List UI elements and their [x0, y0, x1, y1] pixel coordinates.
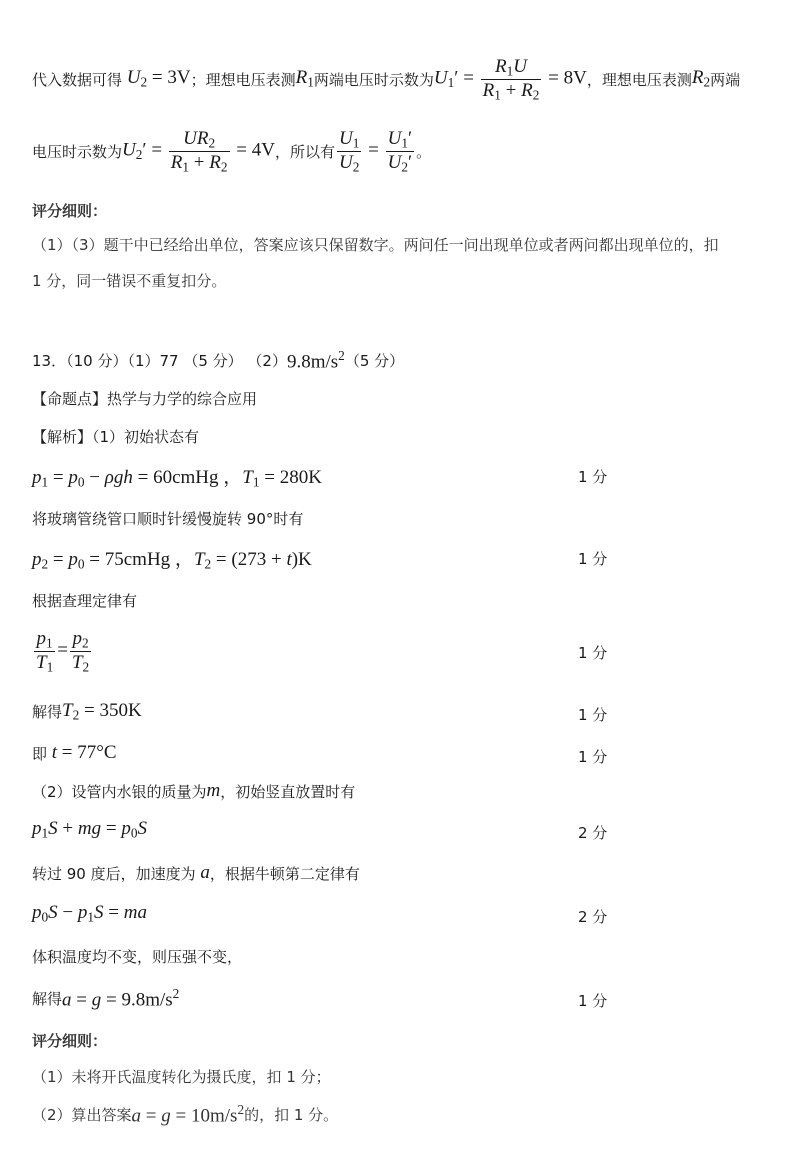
grading-a-1: （1）（3）题干中已经给出单位，答案应该只保留数字。两问任一问出现单位或者两问都出现单位的，扣: [32, 236, 719, 254]
formula-r2: $R_2$: [691, 67, 711, 90]
eq-newton: $p_0S - p_1S$ = ma: [32, 902, 147, 925]
topic: 【命题点】热学与力学的综合应用: [32, 390, 258, 408]
grading-title-13: 评分细则：: [32, 1032, 108, 1050]
score: 2 分: [578, 908, 608, 926]
text: 电压时示数为: [32, 142, 123, 161]
text: （2）算出答案: [32, 1106, 132, 1125]
text: （2）设管内水银的质量为: [32, 782, 207, 801]
eq-p2: $p_2 = p_0$ = 75cmHg ，$T_2 = (273 + t)K$: [32, 549, 312, 572]
line-2: [32, 128, 431, 174]
score: 1 分: [578, 644, 608, 662]
text: 转过 90 度后，加速度为: [32, 864, 196, 883]
formula-a-wrong: $a = g = 10m/s^2$: [131, 1102, 245, 1127]
text: （5 分）: [344, 352, 405, 371]
text: 解得: [32, 703, 63, 722]
formula-a-value: $a = g = 9.8m/s^2$: [62, 986, 180, 1011]
formula-t2: $T_2 = 350K$: [62, 700, 142, 723]
text: 两端电压时示数为: [313, 70, 434, 89]
text: 的，扣 1 分。: [244, 1106, 339, 1125]
text: 13．（10 分）（1）77 （5 分） （2）: [32, 352, 287, 371]
analysis-heading: 【解析】（1）初始状态有: [32, 428, 200, 446]
score: 1 分: [578, 550, 608, 568]
text: ，初始竖直放置时有: [220, 782, 356, 801]
so-t: [32, 742, 117, 764]
charles-text: 根据查理定律有: [32, 592, 138, 610]
grading-a-2: 1 分，同一错误不重复扣分。: [32, 272, 227, 290]
q13-header: [32, 348, 404, 373]
solve-t2: [32, 700, 142, 723]
eq-charles: $\frac{p_1}{T_1}$ = $\frac{p_2}{T_2}$: [36, 628, 90, 674]
rotate-text: 将玻璃管绕管口顺时针缓慢旋转 90°时有: [32, 510, 304, 528]
score: 1 分: [578, 706, 608, 724]
text: 。: [416, 142, 432, 161]
text: ，所以有: [274, 142, 335, 161]
formula-u1prime: $U_1'$ = $\frac{R_1U}{R_1 + R_2}$ = 8V: [433, 56, 587, 102]
text: 代入数据可得: [32, 70, 123, 89]
volume-text: 体积温度均不变，则压强不变，: [32, 948, 243, 966]
text: 解得: [32, 990, 63, 1009]
grading-13-2: [32, 1102, 338, 1127]
text: ，理想电压表测: [586, 70, 692, 89]
formula-u2prime: $U_2'$ = $\frac{UR_2}{R_1 + R_2}$ = 4V: [122, 128, 275, 174]
formula-u2: $U_2 = 3V$: [126, 67, 191, 90]
grading-13-1: （1）未将开氏温度转化为摄氏度，扣 1 分；: [32, 1068, 331, 1086]
score: 1 分: [578, 468, 608, 486]
formula-answer2: $9.8m/s^2$: [286, 348, 345, 373]
text: 即: [32, 744, 48, 763]
eq-vertical: $p_1S$ + mg = $p_0S$: [32, 818, 147, 841]
formula-t: t = 77°C: [51, 742, 117, 763]
text: ，根据牛顿第二定律有: [209, 864, 360, 883]
formula-a: a: [200, 862, 210, 883]
part2-text: [32, 780, 355, 802]
text: ；理想电压表测: [190, 70, 296, 89]
grading-title-a: 评分细则：: [32, 202, 108, 220]
eq-p1: $p_1 = p_0 - \rho gh$ = 60cmHg ，$T_1 = 280K$: [32, 467, 322, 490]
formula-ratio: $\frac{U_1}{U_2}$ = $\frac{U_1'}{U_2'}$: [338, 128, 413, 174]
score: 1 分: [578, 992, 608, 1010]
formula-m: m: [206, 780, 221, 801]
after90-text: [32, 862, 360, 884]
solve-a: [32, 986, 179, 1011]
score: 2 分: [578, 824, 608, 842]
score: 1 分: [578, 748, 608, 766]
text: 两端: [710, 70, 741, 89]
formula-r1: $R_1$: [295, 67, 314, 90]
line-1: [32, 56, 740, 102]
